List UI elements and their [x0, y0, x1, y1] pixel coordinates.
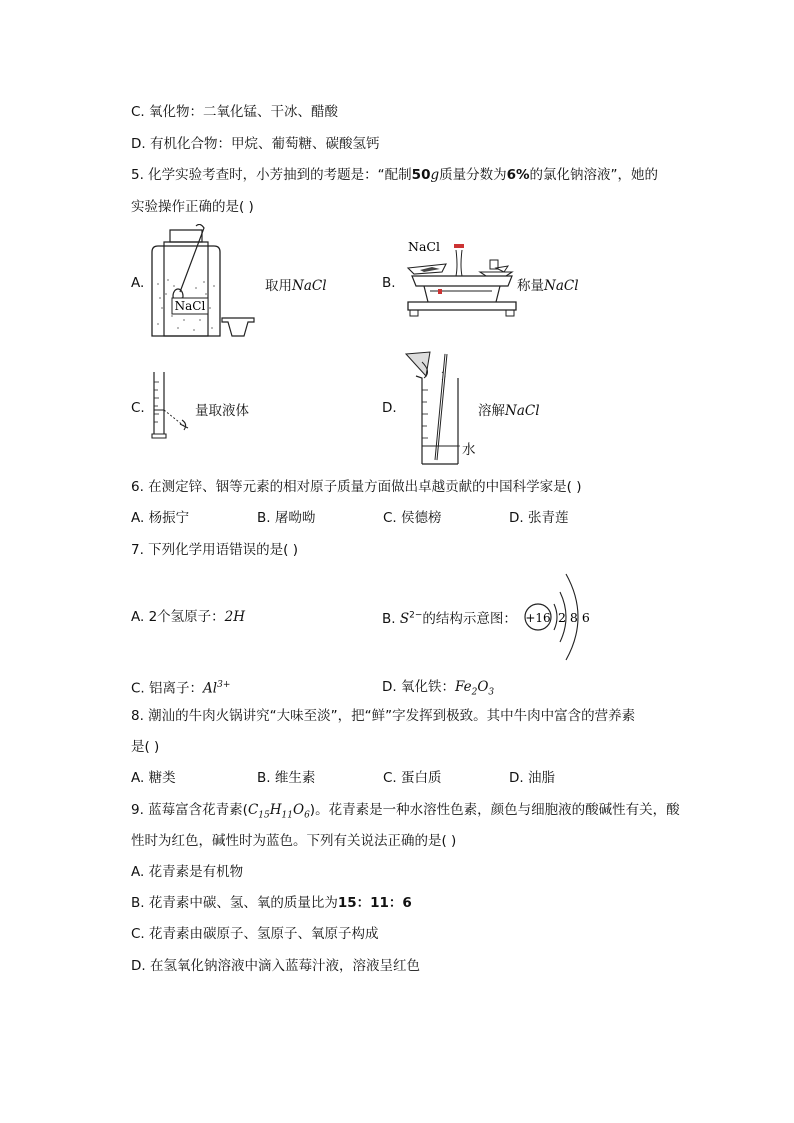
q8-option-b: B. 维生素 — [257, 770, 316, 786]
q9-option-a: A. 花青素是有机物 — [131, 864, 244, 880]
q9-option-c: C. 花青素由碳原子、氢原子、氧原子构成 — [131, 926, 379, 942]
jar-label: NaCl — [174, 299, 206, 313]
q6-stem: 6. 在测定锌、铟等元素的相对原子质量方面做出卓越贡献的中国科学家是( ) — [131, 479, 582, 495]
q5-option-b-label: 称量NaCl — [517, 278, 579, 294]
q7-option-a: A. 2个氢原子：2H — [131, 609, 246, 625]
q7-option-b: B. $S^{2-}$的结构示意图： — [382, 610, 517, 627]
sulfur-ion-structure-diagram — [520, 570, 600, 664]
q8-stem-line1: 8. 潮汕的牛肉火锅讲究“大味至淡”，把“鲜”字发挥到极致。其中牛肉中富含的营养素 — [131, 708, 636, 724]
q4-option-d: D. 有机化合物：甲烷、葡萄糖、碳酸氢钙 — [131, 136, 380, 152]
q9-stem-line2: 性时为红色，碱性时为蓝色。下列有关说法正确的是( ) — [131, 833, 457, 849]
q8-option-c: C. 蛋白质 — [383, 770, 442, 786]
nucleus-charge: +16 — [525, 611, 551, 625]
q7-stem: 7. 下列化学用语错误的是( ) — [131, 542, 298, 558]
q4-option-c: C. 氧化物：二氧化锰、干冰、醋酸 — [131, 104, 339, 120]
reagent-jar-figure — [148, 224, 273, 344]
q8-option-d: D. 油脂 — [509, 770, 555, 786]
balance-figure — [400, 236, 520, 328]
q9-option-d: D. 在氢氧化钠溶液中滴入蓝莓汁液，溶液呈红色 — [131, 958, 420, 974]
q6-option-c: C. 侯德榜 — [383, 510, 442, 526]
q5-option-d-label: 溶解NaCl — [478, 403, 540, 419]
q5-option-b-letter: B. — [382, 275, 396, 291]
q5-option-d-water-label: 水 — [462, 442, 476, 458]
balance-nacl-label: NaCl — [408, 239, 440, 254]
q5-stem-line2: 实验操作正确的是( ) — [131, 199, 254, 215]
q9-stem-line1: 9. 蓝莓富含花青素$(C_{15}H_{11}O_6)$。花青素是一种水溶性色素，颜色与细胞液的酸碱性有关，酸 — [131, 802, 680, 821]
q6-options — [131, 508, 635, 528]
q5-option-d-letter: D. — [382, 400, 397, 416]
q6-option-a: A. 杨振宁 — [131, 510, 190, 526]
q7-option-d: D. 氧化铁：$Fe_2O_3$ — [382, 679, 495, 698]
q6-option-b: B. 屠呦呦 — [257, 510, 316, 526]
q9-option-b: B. 花青素中碳、氢、氧的质量比为15：11：6 — [131, 895, 412, 911]
q5-option-a-label: 取用NaCl — [265, 278, 327, 294]
q8-option-a: A. 糖类 — [131, 770, 176, 786]
q5-option-c-label: 量取液体 — [195, 403, 249, 419]
q5-option-a-letter: A. — [131, 275, 145, 291]
graduated-cylinder-figure — [148, 368, 198, 440]
electron-shells: 2 8 6 — [558, 610, 590, 625]
q6-option-d: D. 张青莲 — [509, 510, 569, 526]
q8-options — [131, 768, 635, 788]
q8-stem-line2: 是( ) — [131, 739, 160, 755]
q5-option-c-letter: C. — [131, 400, 145, 416]
q7-option-c: C. 铝离子：$Al^{3+}$ — [131, 680, 231, 697]
q5-stem-line1: 5. 化学实验考查时，小芳抽到的考题是：“配制50g质量分数为6%的氯化钠溶液”，她的 — [131, 167, 659, 183]
